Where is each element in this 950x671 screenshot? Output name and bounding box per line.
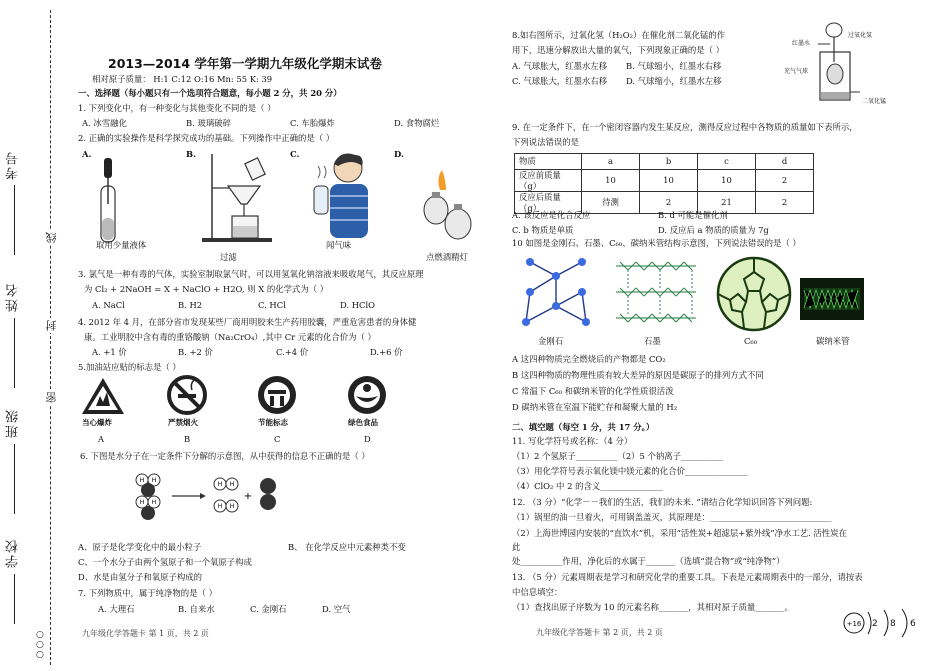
table-header-row bbox=[515, 154, 814, 170]
q8-option-b: B. 气球缩小，红墨水右移 bbox=[626, 61, 722, 71]
svg-text:H: H bbox=[217, 503, 223, 510]
q3-option-d: D. HClO bbox=[340, 300, 375, 310]
q4-option-d: D.+6 价 bbox=[370, 347, 403, 357]
exam-number-line bbox=[14, 185, 15, 255]
svg-text:+: + bbox=[243, 491, 253, 502]
table-cell: 10 bbox=[698, 170, 756, 192]
question-7: 7. 下列物质中，属于纯净物的是（ ） bbox=[78, 588, 217, 598]
question-11: 11. 写化学符号或名称：（4 分） bbox=[512, 436, 633, 446]
q12-part-2-line-1: （2）上海世博园内安装的“直饮水”机，采用“活性炭+超滤层+紫外线”净水工艺. 活性炭在 bbox=[512, 528, 847, 538]
svg-text:H: H bbox=[151, 499, 157, 506]
dropper-liquid-illustration bbox=[88, 156, 128, 244]
question-12: 12. （3 分）“化学－－我们的生活，我们的未来. ”请结合化学知识回答下列问题: bbox=[512, 497, 813, 507]
class-line bbox=[14, 444, 15, 514]
q2-caption-c: 闻气味 bbox=[326, 240, 352, 250]
q7-option-b: B. 自来水 bbox=[178, 604, 215, 614]
school-label: 学校 bbox=[6, 538, 21, 568]
table-header-cell: b bbox=[640, 154, 698, 170]
question-4-line-2: 康。工业明胶中含有毒的重铬酸钠（Na₂CrO₄）,其中 Cr 元素的化合价为（ ） bbox=[84, 332, 376, 342]
table-cell: 2 bbox=[756, 192, 814, 214]
mass-table bbox=[514, 153, 814, 214]
q13-blank-1[interactable]: （1）查找出原子序数为 10 的元素名称_______，其相对原子质量_______。 bbox=[512, 602, 793, 612]
q6-option-d: D、水是由氢分子和氧原子构成的 bbox=[78, 572, 202, 582]
svg-text:2: 2 bbox=[872, 619, 878, 629]
q12-blank-2[interactable]: 处__________作用，净化后的水属于_______（选填“混合物”或“纯净物”） bbox=[512, 556, 785, 566]
table-cell: 2 bbox=[756, 170, 814, 192]
q2-caption-b: 过滤 bbox=[220, 252, 237, 262]
sign-caption-d: 绿色食品 bbox=[348, 418, 378, 427]
page-1-footer: 九年级化学答题卡 第 1 页，共 2 页 bbox=[82, 629, 209, 638]
binding-gutter bbox=[0, 0, 78, 671]
section-1-heading: 一、选择题（每小题只有一个选项符合题意，每小题 2 分，共 20 分） bbox=[78, 88, 342, 98]
q7-option-c: C. 金刚石 bbox=[250, 604, 287, 614]
structure-caption-graphite: 石墨 bbox=[644, 336, 661, 346]
apparatus-label-mno2: 二氧化锰 bbox=[862, 98, 887, 105]
svg-text:H: H bbox=[229, 481, 235, 488]
q9-option-b: B. d 可能是催化剂 bbox=[658, 210, 728, 220]
alcohol-lamp-illustration bbox=[418, 168, 476, 244]
q10-option-c: C 常温下 C₆₀ 和碳纳米管的化学性质很活泼 bbox=[512, 386, 674, 396]
q8-option-d: D. 气球缩小，红墨水左移 bbox=[626, 76, 722, 86]
q1-option-a: A. 冰雪融化 bbox=[82, 118, 127, 128]
sign-letter-c: C bbox=[274, 434, 281, 444]
q11-blank-4[interactable]: （4）ClO₂ 中 2 的含义_______________ bbox=[512, 481, 664, 491]
q3-option-a: A. NaCl bbox=[92, 300, 125, 310]
question-3-line-1: 3. 氯气是一种有毒的气体，实验室制取氯气时，可以用氢氧化钠溶液来吸收尾气，其反应原理 bbox=[78, 269, 424, 279]
table-header-cell: c bbox=[698, 154, 756, 170]
table-cell: 待测 bbox=[582, 192, 640, 214]
q10-option-d: D 碳纳米管在室温下能贮存和凝聚大量的 H₂ bbox=[512, 402, 678, 412]
seal-word-seal: 封 bbox=[45, 320, 58, 331]
diamond-structure-illustration bbox=[516, 252, 596, 334]
seal-word-secret: 密 bbox=[45, 392, 58, 403]
question-13-line-2: 中信息填空： bbox=[512, 587, 563, 597]
q1-option-d: D. 食物腐烂 bbox=[394, 118, 440, 128]
sign-letter-b: B bbox=[184, 434, 191, 444]
question-9-line-2: 下列说法错误的是 bbox=[512, 137, 579, 147]
q2-caption-a: 取用少量液体 bbox=[96, 240, 147, 250]
no-smoking-fire-sign bbox=[166, 374, 208, 416]
class-label: 班级 bbox=[6, 408, 21, 438]
svg-text:H: H bbox=[229, 503, 235, 510]
atom-structure-diagram bbox=[842, 608, 926, 638]
sign-caption-b: 严禁烟火 bbox=[168, 418, 198, 427]
question-8-line-1: 8.如右图所示，过氧化氢（H₂O₂）在催化剂二氧化锰的作 bbox=[512, 30, 726, 40]
exam-number-label: 考号 bbox=[6, 150, 21, 180]
question-9-line-1: 9. 在一定条件下，在一个密闭容器内发生某反应，测得反应过程中各物质的质量如下表所示， bbox=[512, 122, 858, 132]
c60-structure-illustration bbox=[714, 254, 794, 334]
q2-letter-b: B. bbox=[186, 149, 196, 159]
apparatus-label-peroxide: 过氧化氢 bbox=[848, 32, 873, 39]
section-2-heading: 二、填空题（每空 1 分，共 17 分。） bbox=[512, 422, 655, 432]
question-3-line-2: 为 Cl₂ + 2NaOH = X + NaClO + H2O, 则 X 的化学式为（ ） bbox=[84, 284, 329, 294]
question-13-line-1: 13. （5 分）元素周期表是学习和研究化学的重要工具。下表是元素周期表中的一部分，请按表 bbox=[512, 572, 863, 582]
smell-gas-illustration bbox=[308, 148, 378, 240]
svg-text:+16: +16 bbox=[846, 620, 862, 628]
sign-letter-a: A bbox=[98, 434, 105, 444]
school-line bbox=[14, 574, 15, 624]
table-cell: 21 bbox=[698, 192, 756, 214]
q10-option-a: A 这四种物质完全燃烧后的产物都是 CO₂ bbox=[512, 354, 666, 364]
exam-title: 2013—2014 学年第一学期九年级化学期末试卷 bbox=[108, 56, 382, 71]
sign-caption-a: 当心爆炸 bbox=[82, 418, 112, 427]
question-5: 5.加油站应贴的标志是（ ） bbox=[78, 362, 181, 372]
sign-letter-d: D bbox=[364, 434, 371, 444]
question-2: 2. 正确的实验操作是科学探究成功的基础。下列操作中正确的是（ ） bbox=[78, 133, 335, 143]
carbon-nanotube-illustration bbox=[800, 278, 864, 320]
q9-option-a: A. 该反应是化合反应 bbox=[512, 210, 591, 220]
water-decomposition-diagram bbox=[126, 468, 286, 524]
q9-option-d: D. 反应后 a 物质的质量为 7g bbox=[658, 225, 769, 235]
student-name-label: 姓名 bbox=[6, 282, 21, 312]
graphite-structure-illustration bbox=[612, 256, 700, 332]
q2-letter-d: D. bbox=[394, 149, 404, 159]
svg-text:6: 6 bbox=[910, 619, 916, 629]
q1-option-b: B. 玻璃破碎 bbox=[186, 118, 231, 128]
question-1: 1. 下列变化中，有一种变化与其他变化不同的是（ ） bbox=[78, 103, 276, 113]
structure-caption-c60: C₆₀ bbox=[744, 336, 758, 346]
q12-blank-1[interactable]: （1）锅里的油一旦着火，可用锅盖盖灭，其原理是：_____________________________ bbox=[512, 512, 832, 522]
seal-word-line: 线 bbox=[45, 232, 58, 243]
q4-option-b: B. +2 价 bbox=[178, 347, 213, 357]
svg-text:H: H bbox=[139, 499, 145, 506]
q2-letter-c: C. bbox=[290, 149, 300, 159]
seal-dashed-line bbox=[50, 10, 51, 665]
q11-blank-3[interactable]: （3）用化学符号表示氧化镁中镁元素的化合价_______________ bbox=[512, 466, 748, 476]
q2-caption-d: 点燃酒精灯 bbox=[426, 252, 468, 262]
hydrogen-peroxide-apparatus bbox=[790, 22, 890, 102]
svg-text:H: H bbox=[151, 477, 157, 484]
q11-blank-1-2[interactable]: （1）2 个氢原子__________（2）5 个钠离子__________ bbox=[512, 451, 723, 461]
structure-caption-nanotube: 碳纳米管 bbox=[816, 336, 850, 346]
filtration-illustration bbox=[198, 152, 288, 244]
table-header-cell: 物质 bbox=[515, 154, 582, 170]
svg-text:H: H bbox=[139, 477, 145, 484]
page-2-footer: 九年级化学答题卡 第 2 页，共 2 页 bbox=[536, 628, 663, 637]
table-cell: 反应前质量（g） bbox=[515, 170, 582, 192]
question-6: 6. 下图是水分子在一定条件下分解的示意图，从中获得的信息不正确的是（ ） bbox=[80, 451, 370, 461]
q3-option-b: B. H2 bbox=[178, 300, 203, 310]
table-cell: 10 bbox=[582, 170, 640, 192]
q4-option-c: C.+4 价 bbox=[276, 347, 309, 357]
q3-option-c: C. HCl bbox=[258, 300, 286, 310]
table-header-cell: d bbox=[756, 154, 814, 170]
q6-option-b: B、 在化学反应中元素种类不变 bbox=[288, 542, 406, 552]
table-cell: 10 bbox=[640, 170, 698, 192]
q8-option-c: C. 气球胀大，红墨水右移 bbox=[512, 76, 608, 86]
table-row bbox=[515, 170, 814, 192]
q9-option-c: C. b 物质是单质 bbox=[512, 225, 574, 235]
q6-option-c: C、一个水分子由两个氢原子和一个氧原子构成 bbox=[78, 557, 252, 567]
svg-text:H: H bbox=[217, 481, 223, 488]
q6-option-a: A、原子是化学变化中的最小粒子 bbox=[78, 542, 202, 552]
binding-holes: ○ ○ ○ bbox=[36, 630, 44, 660]
table-header-cell: a bbox=[582, 154, 640, 170]
q4-option-a: A. +1 价 bbox=[92, 347, 127, 357]
q2-letter-a: A. bbox=[82, 149, 92, 159]
green-food-sign bbox=[346, 374, 388, 416]
q1-option-c: C. 车胎爆炸 bbox=[290, 118, 335, 128]
energy-saving-sign bbox=[256, 374, 298, 416]
q10-option-b: B 这四种物质的物理性质有较大差异的原因是碳原子的排列方式不同 bbox=[512, 370, 764, 380]
table-cell: 反应后质量（g） bbox=[515, 192, 582, 214]
table-cell: 2 bbox=[640, 192, 698, 214]
sign-caption-c: 节能标志 bbox=[258, 418, 288, 427]
q7-option-a: A. 大理石 bbox=[98, 604, 135, 614]
q8-option-a: A. 气球胀大，红墨水左移 bbox=[512, 61, 608, 71]
question-8-line-2: 用下，迅速分解放出大量的氧气，下列现象正确的是（ ） bbox=[512, 45, 725, 55]
question-10: 10 如图是金刚石、石墨、C₆₀、碳纳米管结构示意图，下列说法错误的是（ ） bbox=[512, 238, 801, 248]
explosion-warning-sign bbox=[80, 376, 126, 416]
q7-option-d: D. 空气 bbox=[322, 604, 351, 614]
q12-part-2-line-2: 此 bbox=[512, 542, 521, 552]
atomic-mass-line: 相对原子质量： H:1 C:12 O:16 Mn: 55 K: 39 bbox=[92, 74, 273, 84]
student-name-line bbox=[14, 318, 15, 388]
apparatus-label-balloon: 充气气球 bbox=[784, 68, 809, 75]
question-4-line-1: 4. 2012 年 4 月，在部分省市发现某些厂商用明胶来生产药用胶囊，严重危害患者的身体健 bbox=[78, 317, 417, 327]
structure-caption-diamond: 金刚石 bbox=[538, 336, 564, 346]
apparatus-label-red-ink: 红墨水 bbox=[792, 40, 811, 47]
svg-text:8: 8 bbox=[890, 619, 896, 629]
